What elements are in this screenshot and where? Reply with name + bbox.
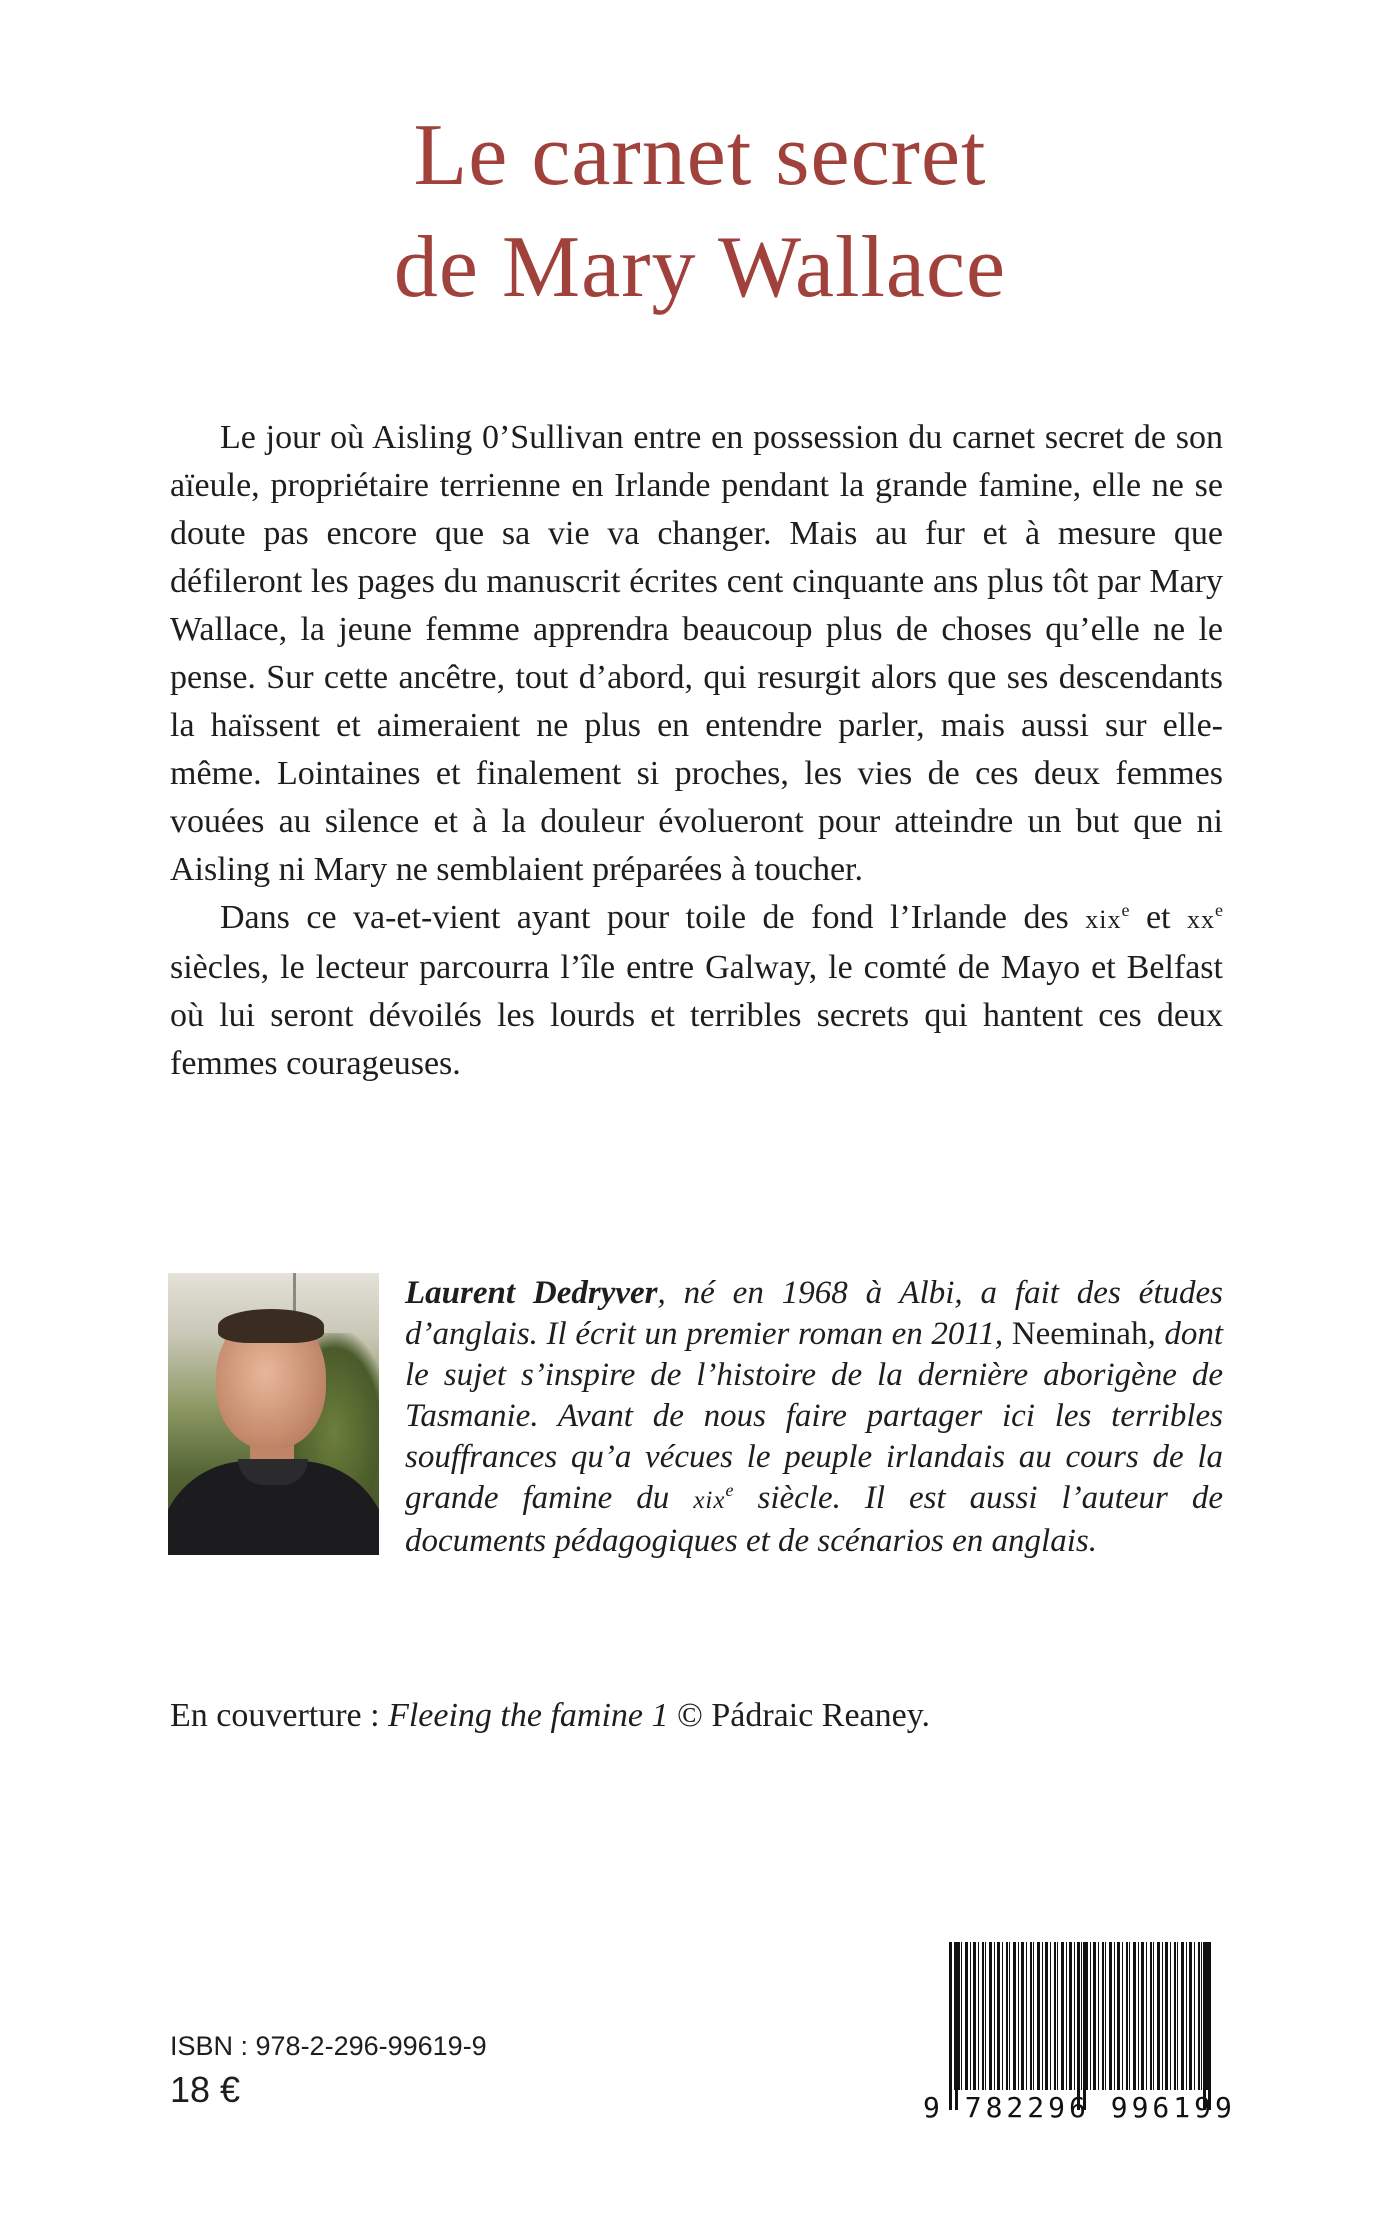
barcode-guard-right-2 xyxy=(1208,1942,1211,2110)
barcode-bars xyxy=(949,1942,1211,2090)
book-summary xyxy=(170,414,1223,1088)
bio-text-3: siècle. Il est aussi l’auteur de documents pédagogiques et de scénarios en anglais. xyxy=(405,1480,1223,1559)
title-line-2: de Mary Wallace xyxy=(393,219,1007,316)
price: 18 € xyxy=(170,2069,241,2110)
barcode-guard-center-2 xyxy=(1083,1942,1086,2110)
author-name: Laurent Dedryver xyxy=(405,1275,658,1311)
summary-paragraph-1: Le jour où Aisling 0’Sullivan entre en possession du carnet secret de son aïeule, propriétaire terrienne en Irlande pendant la grande famine, elle ne se doute pas encore que sa vie va changer. Mais au fur et à mesure que défileront les pages du manuscrit écrites cent cinquante ans plus tôt par Mary Wallace, la jeune femme apprendra beaucoup plus de choses qu’elle ne le pense. Sur cette ancêtre, tout d’abord, qui resurgit alors que ses descendants la haïssent et aimeraient ne plus en entendre parler, mais aussi sur elle-même. Lointaines et finalement si proches, les vies de ces deux femmes vouées au silence et à la douleur évolueront pour atteindre un but que ni Aisling ni Mary ne semblaient préparées à toucher. xyxy=(170,419,1223,888)
barcode-guard-right xyxy=(1203,1942,1206,2110)
barcode-guard-left-2 xyxy=(955,1942,958,2110)
barcode-guard-center xyxy=(1077,1942,1080,2110)
barcode-digits: 9 782296 996199 xyxy=(923,2091,1236,2124)
summary-p2-text-c: siècles, le lecteur parcourra l’île entre Galway, le comté de Mayo et Belfast où lui seront dévoilés les lourds et terribles secrets qui hantent ces deux femmes courageuses. xyxy=(170,949,1223,1082)
book-title xyxy=(0,100,1400,324)
barcode-guard-left xyxy=(949,1942,952,2110)
summary-paragraph-2 xyxy=(170,894,1223,1088)
century-19-sup: e xyxy=(1121,900,1130,920)
century-20: xx xyxy=(1186,905,1215,934)
cover-credit-suffix: © Pádraic Reaney. xyxy=(668,1697,931,1734)
photo-hair xyxy=(218,1309,324,1343)
author-bio xyxy=(405,1273,1223,1562)
bio-novel-title: Neeminah xyxy=(1011,1316,1148,1352)
century-19: xix xyxy=(1085,905,1122,934)
cover-artwork-title: Fleeing the famine 1 xyxy=(388,1697,669,1734)
title-line-1: Le carnet secret xyxy=(413,107,987,204)
bio-text-2: , dont le sujet s’inspire de l’histoire de la dernière aborigène de Tasmanie. Avant de nous faire partager ici les terribles souffrances qu’a vécues le peuple irlandais au cours de la grande famine du xyxy=(405,1316,1223,1516)
barcode xyxy=(901,1942,1236,2126)
cover-credit xyxy=(170,1694,930,1738)
cover-credit-prefix: En couverture : xyxy=(170,1697,389,1734)
summary-p2-text-b: et xyxy=(1129,899,1187,936)
summary-p2-text-a: Dans ce va-et-vient ayant pour toile de fond l’Irlande des xyxy=(220,899,1086,936)
author-photo xyxy=(168,1273,379,1555)
bio-century-sup: e xyxy=(725,1480,734,1500)
bio-century: xix xyxy=(693,1487,726,1514)
isbn: ISBN : 978-2-296-99619-9 xyxy=(170,2031,487,2061)
bio-text-1: , né en 1968 à Albi, a fait des études d’anglais. Il écrit un premier roman en 2011, xyxy=(405,1275,1223,1352)
century-20-sup: e xyxy=(1214,900,1223,920)
